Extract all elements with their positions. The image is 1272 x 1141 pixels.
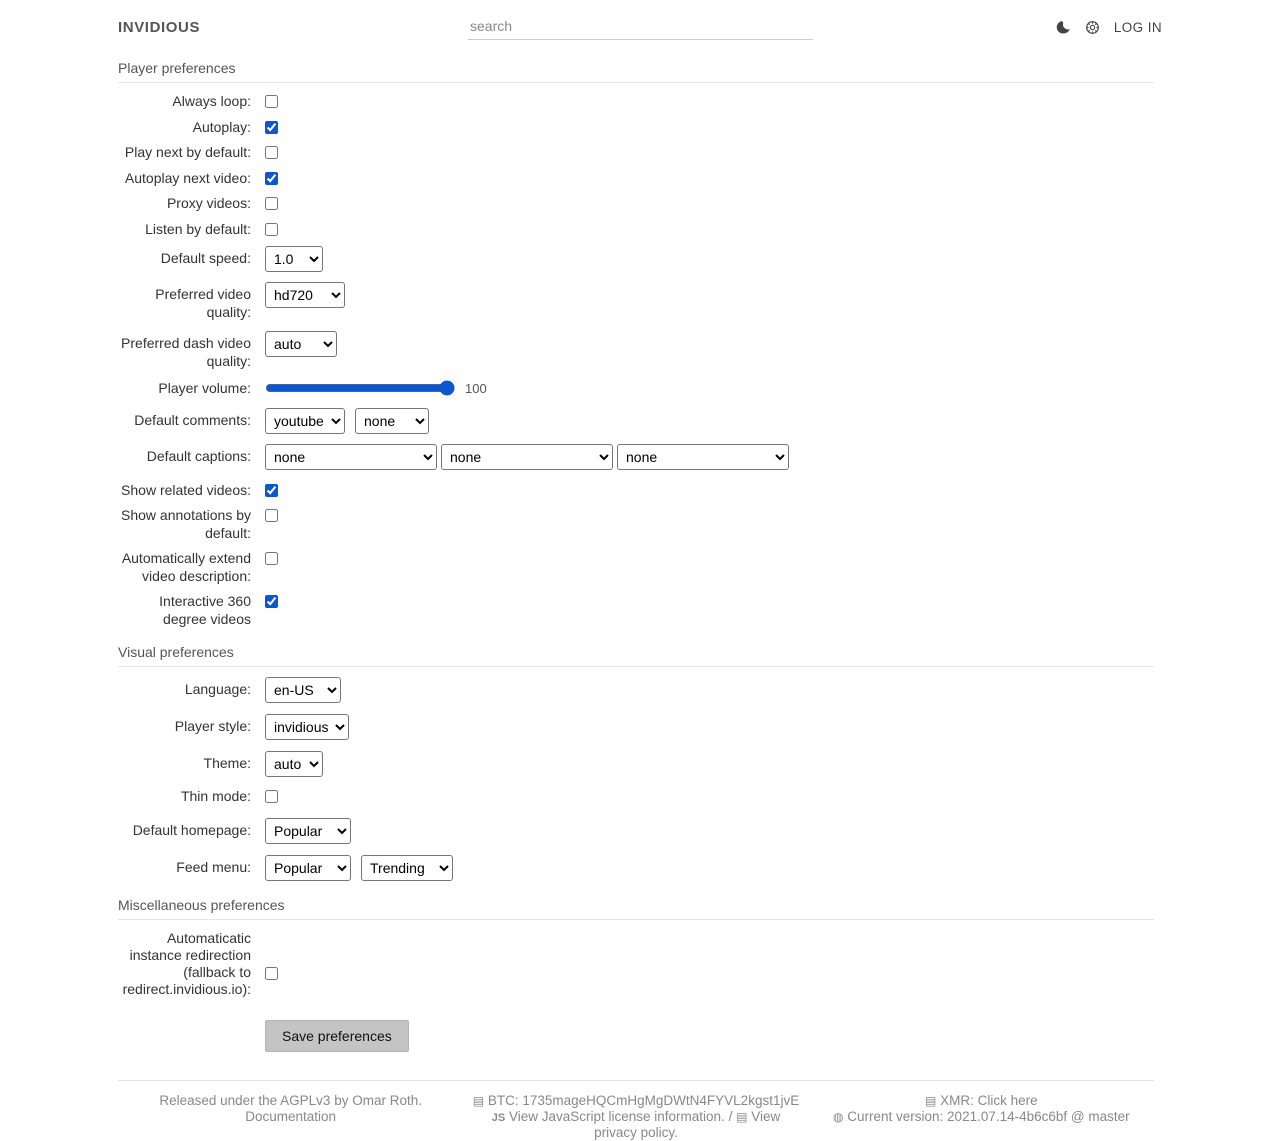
row-language (118, 677, 1154, 703)
label-auto-redirect: Automaticatic instance redirection (fallback to redirect.invidious.io): (122, 929, 251, 997)
checkbox-show-annotations[interactable] (265, 509, 278, 522)
checkbox-play-next[interactable] (265, 146, 278, 159)
label-thin-mode: Thin mode: (180, 788, 251, 804)
save-spacer (118, 1020, 265, 1052)
checkbox-auto-redirect[interactable] (265, 967, 278, 980)
label-language: Language: (184, 681, 251, 697)
checkbox-autoplay-next[interactable] (265, 172, 278, 185)
label-player-volume: Player volume: (158, 380, 251, 396)
footer-left (118, 1093, 463, 1141)
search-container (468, 14, 813, 40)
row-theme (118, 751, 1154, 777)
select-feed-menu-1[interactable] (265, 855, 351, 881)
checkbox-autoplay[interactable] (265, 121, 278, 134)
row-autoplay (118, 119, 1154, 137)
select-default-comments-2[interactable] (355, 408, 429, 434)
select-default-captions-1[interactable] (265, 444, 437, 470)
footer-documentation-link[interactable]: Documentation (245, 1108, 337, 1124)
book-icon: ▤ (736, 1109, 748, 1124)
row-feed-menu (118, 855, 1154, 881)
select-default-speed[interactable] (265, 246, 323, 272)
label-always-loop: Always loop: (172, 93, 251, 109)
label-autoplay: Autoplay: (192, 118, 251, 135)
row-preferred-dash (118, 331, 1154, 370)
label-show-related: Show related videos: (121, 481, 251, 498)
row-preferred-quality (118, 282, 1154, 321)
checkbox-proxy-videos[interactable] (265, 197, 278, 210)
select-language[interactable] (265, 677, 341, 703)
checkbox-extend-description[interactable] (265, 552, 278, 565)
row-interactive-360 (118, 593, 1154, 628)
label-interactive-360: Interactive 360 degree videos (159, 593, 251, 627)
save-preferences-button[interactable]: Save preferences (265, 1020, 409, 1052)
label-default-comments: Default comments: (134, 411, 251, 428)
checkbox-show-related[interactable] (265, 484, 278, 497)
footer-version-link[interactable]: Current version: 2021.07.14-4b6c6bf @ master (847, 1108, 1130, 1124)
login-link[interactable]: LOG IN (1113, 19, 1162, 35)
section-visual-preferences: Visual preferences (118, 640, 1154, 667)
select-default-homepage[interactable] (265, 818, 351, 844)
label-default-captions: Default captions: (146, 447, 251, 464)
row-always-loop (118, 93, 1154, 111)
brand-logo[interactable] (118, 19, 468, 36)
section-misc-preferences: Miscellaneous preferences (118, 893, 1154, 920)
select-theme[interactable] (265, 751, 323, 777)
label-extend-description: Automatically extend video description: (121, 550, 251, 584)
search-input[interactable] (468, 14, 813, 40)
row-default-comments (118, 408, 1154, 434)
checkbox-listen-default[interactable] (265, 223, 278, 236)
label-play-next: Play next by default: (124, 144, 251, 160)
label-autoplay-next: Autoplay next video: (124, 169, 251, 186)
github-icon: ◍ (833, 1109, 844, 1124)
select-preferred-quality[interactable] (265, 282, 345, 308)
row-default-captions (118, 444, 1154, 470)
label-feed-menu: Feed menu: (176, 858, 251, 875)
select-feed-menu-2[interactable] (361, 855, 453, 881)
label-preferred-quality: Preferred video quality: (155, 286, 251, 320)
row-default-speed (118, 246, 1154, 272)
footer-separator: / (728, 1108, 733, 1124)
footer-right (809, 1093, 1154, 1141)
slider-player-volume[interactable] (265, 380, 455, 396)
select-preferred-dash[interactable] (265, 331, 337, 357)
preferences-content (118, 56, 1154, 1052)
save-row (118, 1020, 1154, 1052)
row-default-homepage (118, 818, 1154, 844)
section-player-preferences: Player preferences (118, 56, 1154, 83)
select-player-style[interactable] (265, 714, 349, 740)
select-default-captions-2[interactable] (441, 444, 613, 470)
brand-link[interactable]: INVIDIOUS (118, 18, 201, 36)
select-default-comments-1[interactable] (265, 408, 345, 434)
row-play-next (118, 144, 1154, 162)
page-footer (118, 1080, 1154, 1141)
row-thin-mode (118, 788, 1154, 806)
player-volume-value: 100 (465, 380, 487, 396)
footer-btc-link[interactable]: BTC: 1735mageHQCmHgMgDWtN4FYVL2kgst1jvE (487, 1092, 800, 1108)
label-default-speed: Default speed: (160, 250, 251, 266)
monero-icon: ▤ (472, 1093, 485, 1108)
select-default-captions-3[interactable] (617, 444, 789, 470)
row-player-style (118, 714, 1154, 740)
footer-center (463, 1093, 808, 1141)
javascript-badge: JS (491, 1111, 506, 1124)
label-default-homepage: Default homepage: (132, 821, 251, 838)
row-auto-redirect (118, 930, 1154, 998)
footer-license-text: Released under the AGPLv3 by Omar Roth. (159, 1092, 422, 1108)
footer-js-license-link[interactable]: View JavaScript license information. (508, 1108, 725, 1124)
top-navbar (118, 0, 1162, 50)
label-show-annotations: Show annotations by default: (121, 507, 251, 541)
checkbox-always-loop[interactable] (265, 95, 278, 108)
footer-privacy-link[interactable]: View privacy policy. (594, 1108, 781, 1140)
row-autoplay-next (118, 170, 1154, 188)
row-proxy-videos (118, 195, 1154, 213)
checkbox-interactive-360[interactable] (265, 595, 278, 608)
row-show-annotations (118, 507, 1154, 542)
row-player-volume (118, 380, 1154, 398)
label-theme: Theme: (203, 755, 251, 771)
row-listen-default (118, 221, 1154, 239)
label-player-style: Player style: (174, 718, 251, 734)
row-show-related (118, 482, 1154, 500)
monero-icon-right: ▤ (925, 1093, 937, 1108)
label-preferred-dash: Preferred dash video quality: (121, 335, 251, 369)
label-listen-default: Listen by default: (145, 220, 251, 237)
moon-icon[interactable] (1056, 20, 1071, 35)
row-extend-description (118, 550, 1154, 585)
footer-xmr-link[interactable]: XMR: Click here (940, 1092, 1038, 1108)
checkbox-thin-mode[interactable] (265, 790, 278, 803)
label-proxy-videos: Proxy videos: (166, 195, 251, 211)
navbar-actions (813, 20, 1163, 35)
gear-icon[interactable] (1085, 20, 1100, 35)
